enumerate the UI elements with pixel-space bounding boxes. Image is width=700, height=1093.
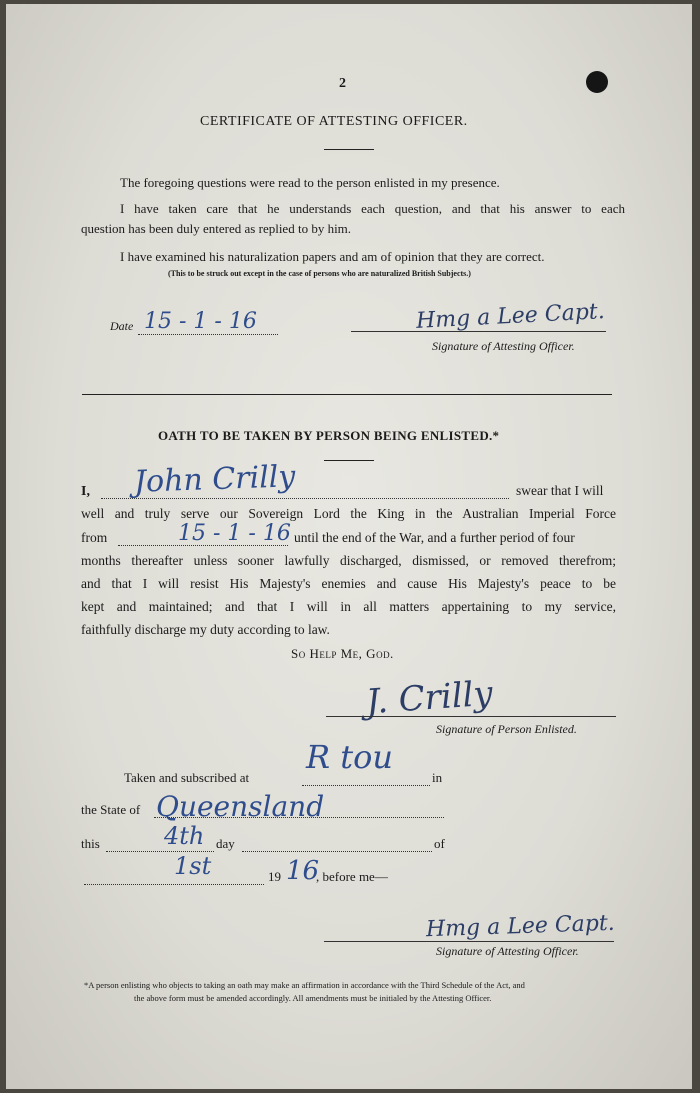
certificate-line-1: The foregoing questions were read to the person enlisted in my presence. bbox=[120, 175, 500, 190]
affirmation-footnote-1: *A person enlisting who objects to taking an oath may make an affirmation in accordance with the Third Schedule of the Act, and bbox=[84, 980, 525, 990]
enlistee-name: John Crilly bbox=[133, 459, 296, 500]
date-line bbox=[138, 334, 278, 335]
attesting-signature-label-2: Signature of Attesting Officer. bbox=[436, 944, 579, 958]
oath-line-4: months thereafter unless sooner lawfully discharged, dismissed, or removed therefrom; bbox=[81, 553, 616, 568]
oath-line-2: well and truly serve our Sovereign Lord the King in the Australian Imperial Force bbox=[81, 506, 616, 521]
certificate-line-2a: I have taken care that he understands each question, and that his answer to each bbox=[120, 201, 625, 216]
enlistee-signature-line bbox=[326, 716, 616, 717]
year-value: 16 bbox=[286, 856, 320, 886]
certificate-line-3: I have examined his naturalization papers and am of opinion that they are correct. bbox=[120, 249, 545, 264]
from-date-line bbox=[118, 545, 288, 546]
enlistee-signature: J. Crilly bbox=[364, 673, 494, 723]
name-line bbox=[101, 498, 509, 499]
of-line bbox=[242, 851, 432, 852]
affirmation-footnote-2: the above form must be amended accordingly. All amendments must be initialed by the Attesting Officer. bbox=[134, 993, 492, 1003]
taken-subscribed-label: Taken and subscribed at bbox=[124, 770, 250, 785]
this-label: this bbox=[81, 836, 100, 851]
day-label: day bbox=[216, 836, 235, 851]
punch-hole bbox=[586, 71, 608, 93]
oath-line-6: kept and maintained; and that I will in all matters appertaining to my service, bbox=[81, 599, 616, 614]
certificate-line-2b: question has been duly entered as replied to by him. bbox=[81, 221, 352, 236]
in-label: in bbox=[432, 770, 443, 785]
date-value: 15 - 1 - 16 bbox=[144, 309, 257, 334]
so-help-me-god: So Help Me, God. bbox=[291, 646, 394, 661]
oath-heading: OATH TO BE TAKEN BY PERSON BEING ENLISTED.* bbox=[158, 428, 500, 443]
month-line bbox=[84, 884, 264, 885]
certificate-heading: CERTIFICATE OF ATTESTING OFFICER. bbox=[200, 114, 468, 129]
of-label: of bbox=[434, 836, 445, 851]
before-me-label: , before me— bbox=[316, 869, 388, 884]
enlistee-signature-label: Signature of Person Enlisted. bbox=[436, 722, 577, 736]
state-label: the State of bbox=[81, 802, 141, 817]
month-value: 1st bbox=[174, 852, 212, 880]
page-number: 2 bbox=[339, 76, 346, 91]
attesting-signature-1: Hmg a Lee Capt. bbox=[415, 299, 606, 334]
oath-heading-underline bbox=[324, 460, 374, 461]
state-line bbox=[154, 817, 444, 818]
place-value: R tou bbox=[306, 738, 393, 776]
attesting-signature-label-1: Signature of Attesting Officer. bbox=[432, 339, 575, 353]
oath-line-3-from: from bbox=[81, 530, 108, 545]
place-line bbox=[302, 785, 430, 786]
oath-line-5: and that I will resist His Majesty's enemies and cause His Majesty's peace to be bbox=[81, 576, 616, 591]
section-divider bbox=[82, 394, 612, 395]
day-value: 4th bbox=[164, 822, 205, 850]
attesting-signature-line-1 bbox=[351, 331, 606, 332]
attesting-signature-line-2 bbox=[324, 941, 614, 942]
enlistment-date: 15 - 1 - 16 bbox=[178, 521, 291, 546]
heading-underline bbox=[324, 149, 374, 150]
certificate-footnote: (This to be struck out except in the case of persons who are naturalized British Subjects.) bbox=[168, 269, 471, 278]
document-page bbox=[6, 4, 692, 1089]
state-value: Queensland bbox=[156, 790, 325, 823]
year-prefix: 19 bbox=[268, 869, 281, 884]
oath-line-3-tail: until the end of the War, and a further period of four bbox=[294, 530, 575, 545]
oath-pronoun: I, bbox=[81, 484, 90, 499]
attesting-signature-2: Hmg a Lee Capt. bbox=[425, 910, 616, 943]
date-label: Date bbox=[110, 319, 134, 333]
oath-line-7: faithfully discharge my duty according to law. bbox=[81, 622, 330, 637]
oath-line-1-tail: swear that I will bbox=[516, 483, 604, 498]
